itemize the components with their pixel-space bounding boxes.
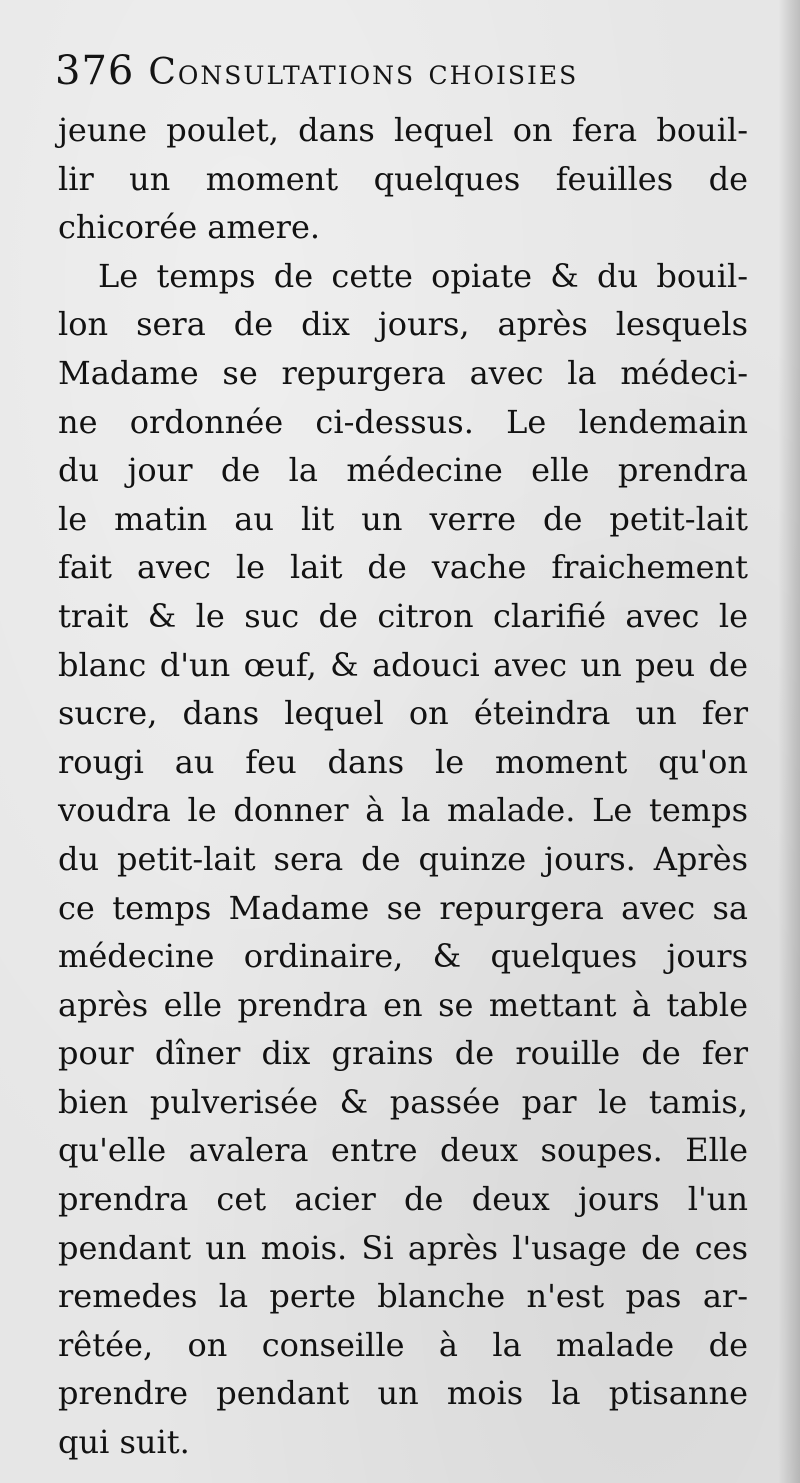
text-line: Madame se repurgera avec la médeci- — [58, 353, 748, 392]
page-edge-shadow — [778, 0, 800, 1483]
text-line: remedes la perte blanche n'est pas ar- — [58, 1277, 748, 1316]
text-line: prendre pendant un mois la ptisanne — [58, 1374, 748, 1413]
text-line: ce temps Madame se repurgera avec sa — [58, 888, 748, 927]
text-line: prendra cet acier de deux jours l'un — [58, 1180, 748, 1219]
text-line: trait & le suc de citron clarifié avec le — [58, 596, 748, 635]
text-line: sucre, dans lequel on éteindra un fer — [58, 694, 748, 733]
text-line: qu'elle avalera entre deux soupes. Elle — [58, 1131, 748, 1170]
text-line: rougi au feu dans le moment qu'on — [58, 742, 748, 781]
text-line: chicorée amere. — [58, 208, 321, 247]
text-line: médecine ordinaire, & quelques jours — [58, 937, 748, 976]
text-line: rêtée, on conseille à la malade de — [58, 1325, 748, 1364]
running-title: Consultations choisies — [148, 52, 579, 93]
text-line: après elle prendra en se mettant à table — [58, 985, 748, 1024]
text-line: du petit-lait sera de quinze jours. Après — [58, 839, 748, 878]
text-line: blanc d'un œuf, & adouci avec un peu de — [58, 645, 748, 684]
text-line: du jour de la médecine elle prendra — [58, 451, 748, 490]
text-line: qui suit. — [58, 1423, 190, 1462]
page-number: 376 — [55, 48, 135, 94]
page-header — [55, 48, 755, 104]
text-line: pendant un mois. Si après l'usage de ces — [58, 1228, 748, 1267]
text-line: fait avec le lait de vache fraichement — [58, 548, 748, 587]
text-line: ne ordonnée ci-dessus. Le lendemain — [58, 402, 748, 441]
text-line: lon sera de dix jours, après lesquels — [58, 305, 748, 344]
text-line: bien pulverisée & passée par le tamis, — [58, 1082, 748, 1121]
text-line: voudra le donner à la malade. Le temps — [58, 791, 748, 830]
body-text — [58, 106, 748, 1467]
text-line: le matin au lit un verre de petit-lait — [58, 499, 748, 538]
text-line: lir un moment quelques feuilles de — [58, 159, 748, 198]
text-line: jeune poulet, dans lequel on fera bouil- — [58, 111, 748, 149]
text-line: pour dîner dix grains de rouille de fer — [58, 1034, 748, 1073]
paragraph-first-line: Le temps de cette opiate & du bouil- — [98, 256, 748, 295]
